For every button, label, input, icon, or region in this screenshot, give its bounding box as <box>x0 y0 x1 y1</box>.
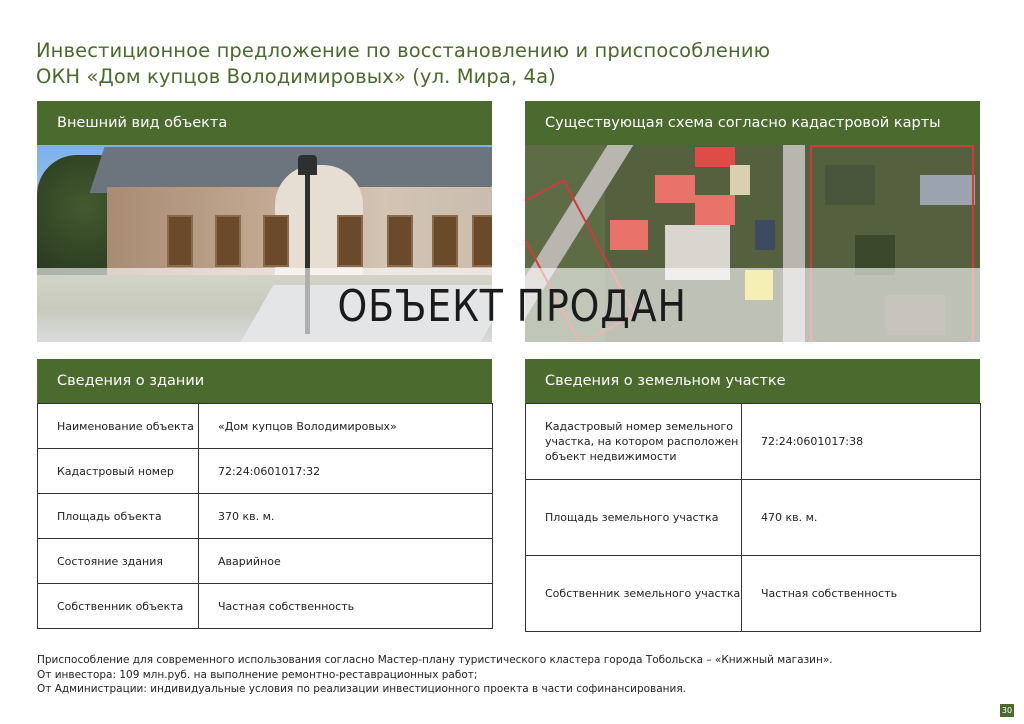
sold-label: ОБЪЕКТ ПРОДАН <box>337 281 687 332</box>
building-label: Собственник объекта <box>38 584 199 629</box>
building-info-header <box>37 359 492 403</box>
building-label: Площадь объекта <box>38 494 199 539</box>
table-row <box>526 480 981 556</box>
building-label: Наименование объекта <box>38 404 199 449</box>
land-info-header <box>525 359 980 403</box>
footnote-line: От Администрации: индивидуальные условия по реализации инвестиционного проекта в части софинансирования. <box>37 683 687 695</box>
building-value: 370 кв. м. <box>199 494 493 539</box>
building-value: «Дом купцов Володимировых» <box>199 404 493 449</box>
cadastral-panel-title: Существующая схема согласно кадастровой карты <box>545 115 941 131</box>
cadastral-panel-header <box>525 101 980 145</box>
building-info-table <box>37 403 493 629</box>
land-info-table <box>525 403 981 632</box>
building-value: Аварийное <box>199 539 493 584</box>
building-label: Состояние здания <box>38 539 199 584</box>
table-row <box>38 584 493 629</box>
building-info-title: Сведения о здании <box>57 373 205 389</box>
table-row <box>38 404 493 449</box>
footnote-line: Приспособление для современного использования согласно Мастер-плану туристического кластера города Тобольска – «Книжный магазин». <box>37 654 833 666</box>
building-label: Кадастровый номер <box>38 449 199 494</box>
building-value: 72:24:0601017:32 <box>199 449 493 494</box>
land-info-title: Сведения о земельном участке <box>545 373 786 389</box>
table-row <box>38 539 493 584</box>
exterior-panel-header <box>37 101 492 145</box>
footnote <box>37 653 987 697</box>
page-title-line-2: ОКН «Дом купцов Володимировых» (ул. Мира, 4а) <box>36 65 556 88</box>
page-title <box>36 38 936 90</box>
building-value: Частная собственность <box>199 584 493 629</box>
land-value: 72:24:0601017:38 <box>742 404 981 480</box>
page-number: 30 <box>1001 706 1013 715</box>
table-row <box>38 494 493 539</box>
land-value: 470 кв. м. <box>742 480 981 556</box>
land-label: Собственник земельного участка <box>526 556 742 632</box>
footnote-line: От инвестора: 109 млн.руб. на выполнение ремонтно-реставрационных работ; <box>37 668 478 681</box>
land-label: Кадастровый номер земельного участка, на котором расположен объект недвижимости <box>526 404 742 480</box>
land-label: Площадь земельного участка <box>526 480 742 556</box>
page-title-line-1: Инвестиционное предложение по восстановлению и приспособлению <box>36 39 771 62</box>
table-row <box>38 449 493 494</box>
land-value: Частная собственность <box>742 556 981 632</box>
exterior-panel-title: Внешний вид объекта <box>57 115 228 131</box>
table-row <box>526 556 981 632</box>
table-row <box>526 404 981 480</box>
